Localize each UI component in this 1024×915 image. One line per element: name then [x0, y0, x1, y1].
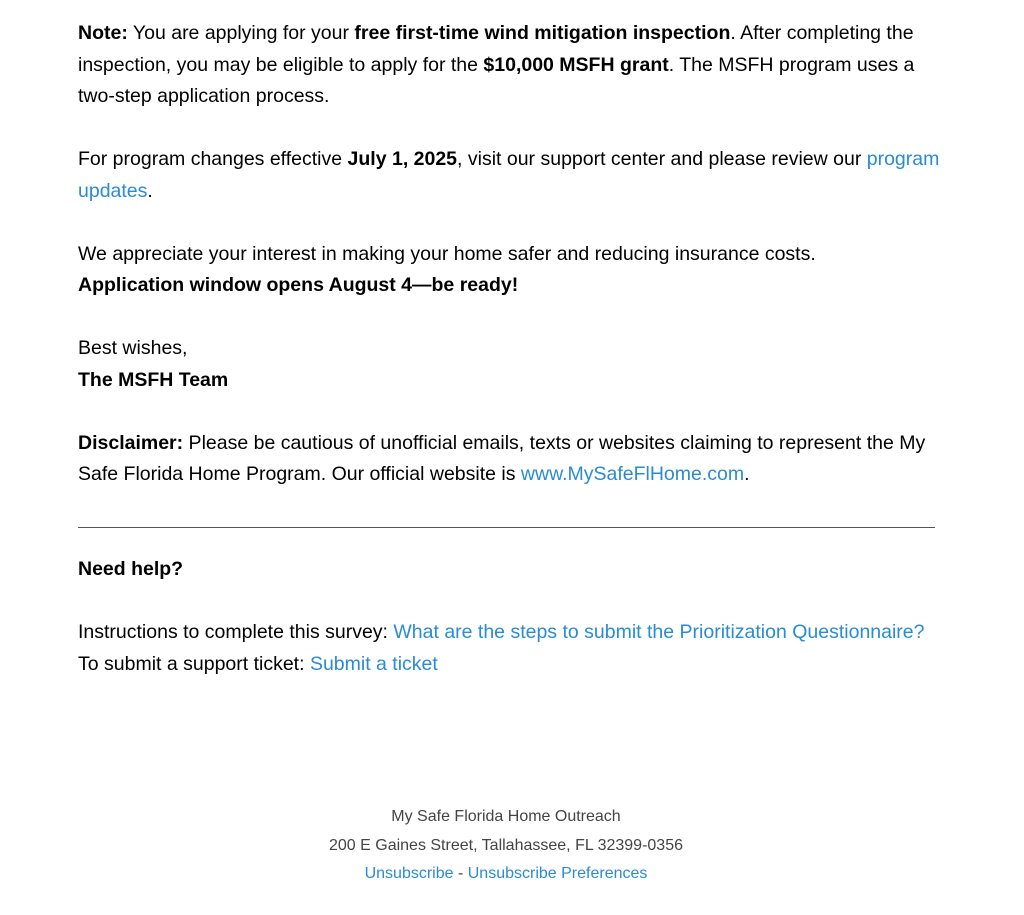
- changes-text-1: For program changes effective: [78, 148, 348, 170]
- changes-text-3: .: [147, 179, 153, 202]
- inspection-highlight: free first-time wind mitigation inspection: [354, 22, 731, 44]
- help-heading: Need help?: [78, 558, 184, 580]
- appreciation-paragraph: [78, 239, 948, 302]
- note-text-3: . The MSFH program uses a two-step application process.: [78, 53, 915, 107]
- footer-links: [0, 860, 1012, 889]
- ticket-line: [78, 649, 948, 681]
- disclaimer-end: .: [744, 463, 750, 485]
- signoff: [78, 333, 948, 396]
- note-text-2: . After completing the inspection, you may be eligible to apply for the: [78, 22, 914, 76]
- divider: [78, 527, 935, 528]
- questionnaire-steps-link[interactable]: What are the steps to submit the Prioritization Questionnaire?: [393, 621, 925, 643]
- grant-highlight: $10,000 MSFH grant: [483, 53, 669, 76]
- note-label: Note:: [78, 22, 128, 44]
- footer-address: 200 E Gaines Street, Tallahassee, FL 32399-0356: [328, 836, 683, 854]
- changes-text-2: , visit our support center and please review our: [457, 148, 867, 170]
- help-section: [78, 554, 948, 680]
- appreciation-text: We appreciate your interest in making your home safer and reducing insurance costs.: [78, 242, 816, 265]
- email-footer: [0, 803, 1012, 889]
- unsubscribe-preferences-link[interactable]: Unsubscribe Preferences: [467, 865, 648, 882]
- footer-org: My Safe Florida Home Outreach: [391, 808, 621, 825]
- footer-separator: -: [453, 865, 468, 882]
- disclaimer-text: Please be cautious of unofficial emails, texts or websites claiming to represent the My Safe Florida Home Program. Our official website is: [78, 431, 926, 485]
- email-content: [78, 18, 948, 491]
- disclaimer-label: Disclaimer:: [78, 431, 184, 454]
- signoff-team: The MSFH Team: [78, 368, 229, 391]
- effective-date: July 1, 2025: [347, 148, 458, 170]
- unsubscribe-link[interactable]: Unsubscribe: [364, 865, 454, 882]
- program-updates-link[interactable]: program updates: [78, 148, 940, 202]
- ticket-label: To submit a support ticket:: [78, 652, 310, 675]
- instructions-label: Instructions to complete this survey:: [78, 621, 394, 643]
- program-changes-paragraph: [78, 144, 948, 207]
- note-paragraph: [78, 18, 948, 113]
- application-window-notice: Application window opens August 4—be ready!: [78, 274, 519, 296]
- signoff-wishes: Best wishes,: [78, 337, 188, 359]
- official-website-link[interactable]: www.MySafeFlHome.com: [520, 463, 745, 485]
- disclaimer-paragraph: [78, 428, 948, 491]
- note-text-1: You are applying for your: [127, 22, 355, 44]
- instructions-line: [78, 617, 948, 649]
- submit-ticket-link[interactable]: Submit a ticket: [309, 652, 438, 675]
